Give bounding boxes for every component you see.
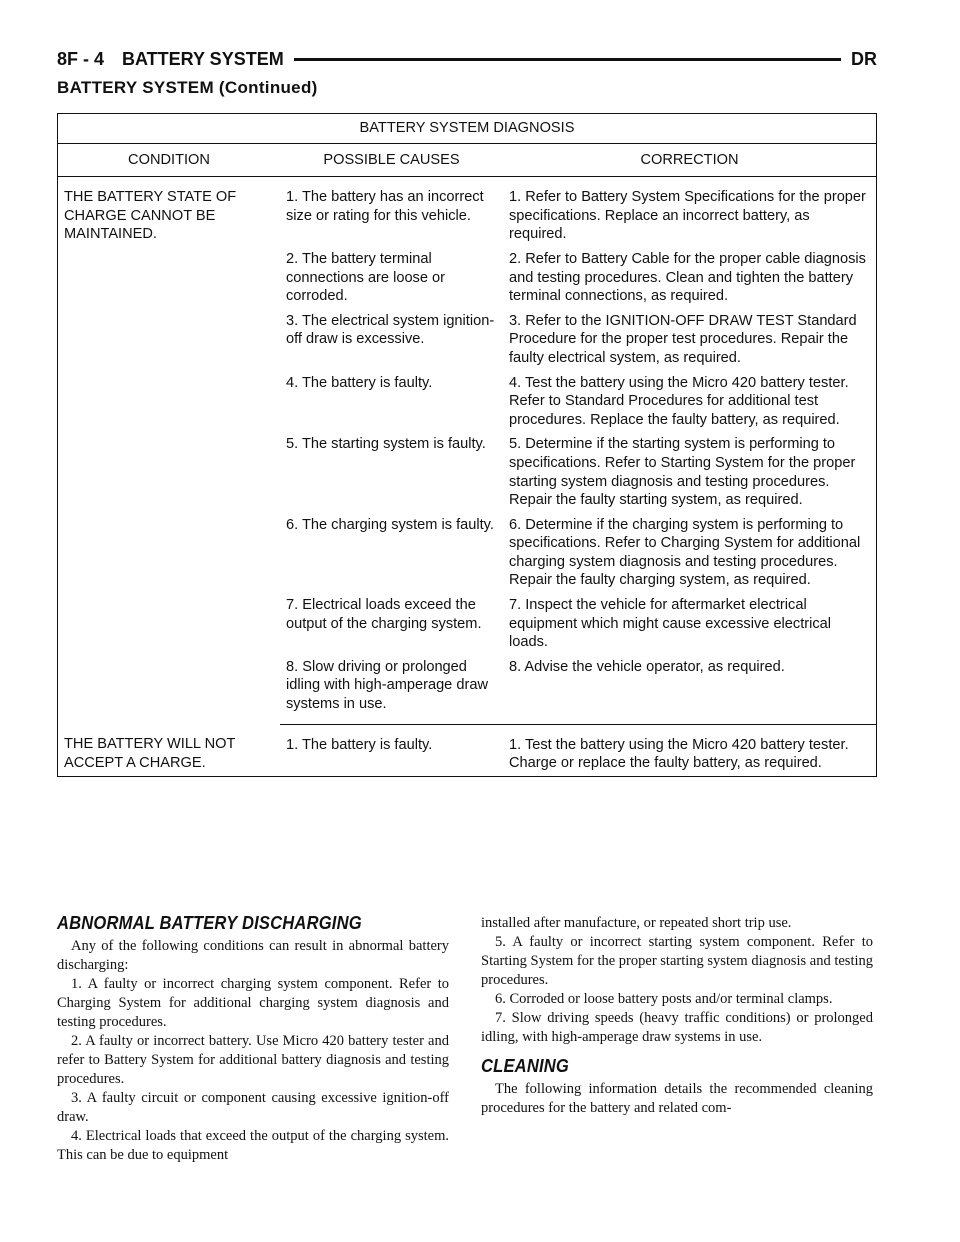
page-number: 8F - 4: [57, 48, 105, 69]
cause-cell: 8. Slow driving or prolonged idling with high-amperage draw systems in use.: [280, 655, 503, 724]
correction-cell: 3. Refer to the IGNITION-OFF DRAW TEST Standard Procedure for the proper test procedures. Repair the faulty electrical system, as required.: [509, 312, 857, 366]
condition-cell: THE BATTERY WILL NOT ACCEPT A CHARGE.: [64, 736, 236, 771]
list-item: 4. Electrical loads that exceed the output of the charging system. This can be due to equipment: [57, 1128, 449, 1163]
cleaning-heading: CLEANING: [481, 1056, 569, 1076]
correction-cell: 1. Test the battery using the Micro 420 battery tester. Charge or replace the faulty battery, as required.: [509, 736, 849, 772]
page-header: [57, 44, 877, 74]
continued-title: BATTERY SYSTEM (Continued): [57, 78, 318, 97]
table-body: [58, 177, 877, 777]
list-item: 7. Slow driving speeds (heavy traffic conditions) or prolonged idling, with high-amperage draw systems in use.: [481, 1010, 873, 1045]
table-row: [58, 724, 877, 776]
cause-cell: 4. The battery is faulty.: [286, 374, 433, 391]
column-header-causes: POSSIBLE CAUSES: [280, 143, 503, 177]
section-title: BATTERY SYSTEM: [122, 48, 284, 69]
table-title: BATTERY SYSTEM DIAGNOSIS: [58, 114, 877, 144]
correction-cell: 2. Refer to Battery Cable for the proper cable diagnosis and testing procedures. Clean and tighten the battery terminal connections, as required.: [509, 250, 866, 305]
cause-cell: 3. The electrical system ignition-off draw is excessive.: [286, 312, 495, 348]
list-item: 5. A faulty or incorrect starting system component. Refer to Starting System for the proper starting system diagnosis and testing procedures.: [481, 934, 873, 988]
diagnosis-table: [57, 113, 877, 777]
cause-cell: 5. The starting system is faulty.: [286, 436, 486, 453]
list-item: 6. Corroded or loose battery posts and/or terminal clamps.: [495, 991, 833, 1007]
correction-cell: 7. Inspect the vehicle for aftermarket electrical equipment which might cause excessive electrical loads.: [509, 597, 832, 651]
correction-cell: 4. Test the battery using the Micro 420 battery tester. Refer to Standard Procedures for additional test procedures. Replace the faulty battery, as required.: [509, 374, 849, 428]
manual-code: DR: [851, 48, 877, 69]
correction-cell: 1. Refer to Battery System Specifications for the proper specifications. Replace an incorrect battery, as required.: [509, 189, 866, 243]
list-item-continued: installed after manufacture, or repeated short trip use.: [481, 915, 792, 931]
column-header-condition: CONDITION: [58, 143, 281, 177]
list-item: 3. A faulty circuit or component causing excessive ignition-off draw.: [57, 1090, 449, 1125]
cause-cell: 2. The battery terminal connections are loose or corroded.: [286, 250, 446, 305]
abnormal-intro: Any of the following conditions can result in abnormal battery discharging:: [57, 938, 449, 973]
condition-cell: THE BATTERY STATE OF CHARGE CANNOT BE MAINTAINED.: [64, 189, 237, 243]
right-column: [481, 914, 873, 1118]
correction-cell: 8. Advise the vehicle operator, as required.: [503, 655, 877, 724]
header-rule: [294, 58, 841, 61]
correction-cell: 5. Determine if the starting system is performing to specifications. Refer to Starting System for the proper starting system diagnosis and testing procedures. Repair the faulty starting system, as required.: [509, 436, 856, 509]
left-column: [57, 914, 449, 1165]
list-item: 2. A faulty or incorrect battery. Use Micro 420 battery tester and refer to Battery System for additional battery diagnosis and testing procedures.: [57, 1033, 449, 1087]
cause-cell: 7. Electrical loads exceed the output of the charging system.: [286, 597, 482, 632]
list-item: 1. A faulty or incorrect charging system component. Refer to Charging System for additional charging system diagnosis and testing procedures.: [57, 976, 449, 1030]
table-row: [58, 177, 877, 247]
correction-cell: 6. Determine if the charging system is performing to specifications. Refer to Charging System for additional charging system diagnosis and testing procedures. Repair the faulty charging system, as required.: [509, 516, 861, 589]
cause-cell: 6. The charging system is faulty.: [286, 516, 494, 533]
cleaning-text: The following information details the recommended cleaning procedures for the battery and related com-: [481, 1081, 873, 1116]
column-header-correction: CORRECTION: [503, 143, 877, 177]
cause-cell: 1. The battery is faulty.: [286, 736, 433, 753]
abnormal-discharging-heading: ABNORMAL BATTERY DISCHARGING: [57, 913, 362, 933]
cause-cell: 1. The battery has an incorrect size or rating for this vehicle.: [286, 189, 484, 224]
